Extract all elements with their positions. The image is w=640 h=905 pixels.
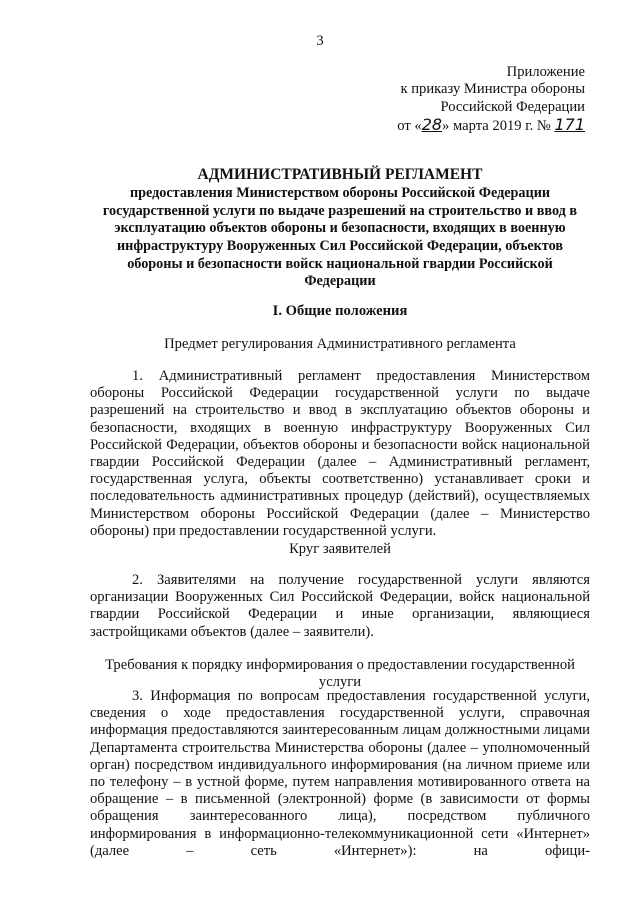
appendix-order-ref: к приказу Министра обороны [400,81,585,98]
regulation-title-subtitle: предоставления Министерством обороны Российской Федерации государственной услуги по выдаче разрешений на строительство и ввод в эксплуатацию объектов обороны и безопасности, входящих в военную инфраструктуру Вооруженных Сил Российской Федерации, объектов обороны и безопасности войск национальной гвардии Российской Федерации [102,185,578,290]
appendix-order-date [390,116,585,135]
subhead-applicants: Круг заявителей [289,541,391,557]
order-day-handwritten: 28 [421,115,443,135]
paragraph-1: 1. Административный регламент предоставления Министерством обороны Российской Федерации государственной услуги по выдаче разрешений на строительство и ввод в эксплуатацию объектов обороны и безопасности, входящих в военную инфраструктуру Вооруженных Сил Российской Федерации, объектов обороны и безопасности войск национальной гвардии Российской Федерации (далее – Административный регламент, государственная услуга, объекты соответственно) устанавливает сроки и последовательность административных процедур (действий), осуществляемых Министерством обороны Российской Федерации (далее – Министерство обороны) при предоставлении государственной услуги. [90,368,590,539]
paragraph-2: 2. Заявителями на получение государственной услуги являются организации Вооруженных Сил Российской Федерации, войск национальной гвардии Российской Федерации и иные организации, являющиеся застройщиками объектов (далее – заявители). [90,572,590,640]
regulation-title [90,166,590,291]
order-number-handwritten: 171 [554,115,585,135]
subhead-subject: Предмет регулирования Административного регламента [164,336,516,352]
order-prefix: от « [397,118,422,135]
appendix-country: Российской Федерации [440,98,585,115]
section-title: I. Общие положения [272,303,408,319]
regulation-title-main: АДМИНИСТРАТИВНЫЙ РЕГЛАМЕНТ [197,166,483,183]
order-middle: » марта 2019 г. № [442,118,551,135]
paragraph-3: 3. Информация по вопросам предоставления государственной услуги, сведения о ходе предоставления государственной услуги, справочная информация предоставляются заинтересованным лицам должностными лицами Департамента строительства Министерства обороны (далее – уполномоченный орган) посредством индивидуального информирования (на личном приеме или по телефону – в устной форме, путем направления мотивированного ответа на обращение – в письменной (электронной) форме (в зависимости от формы обращения заинтересованного лица), посредством публичного информирования в информационно-телекоммуникационной сети «Интернет» (далее – сеть «Интернет»): на офици- [90,688,590,859]
appendix-block [390,64,585,136]
page-number: 3 [316,33,324,49]
subhead-information: Требования к порядку информирования о предоставлении государственной услуги [105,657,575,691]
appendix-label: Приложение [506,64,585,80]
